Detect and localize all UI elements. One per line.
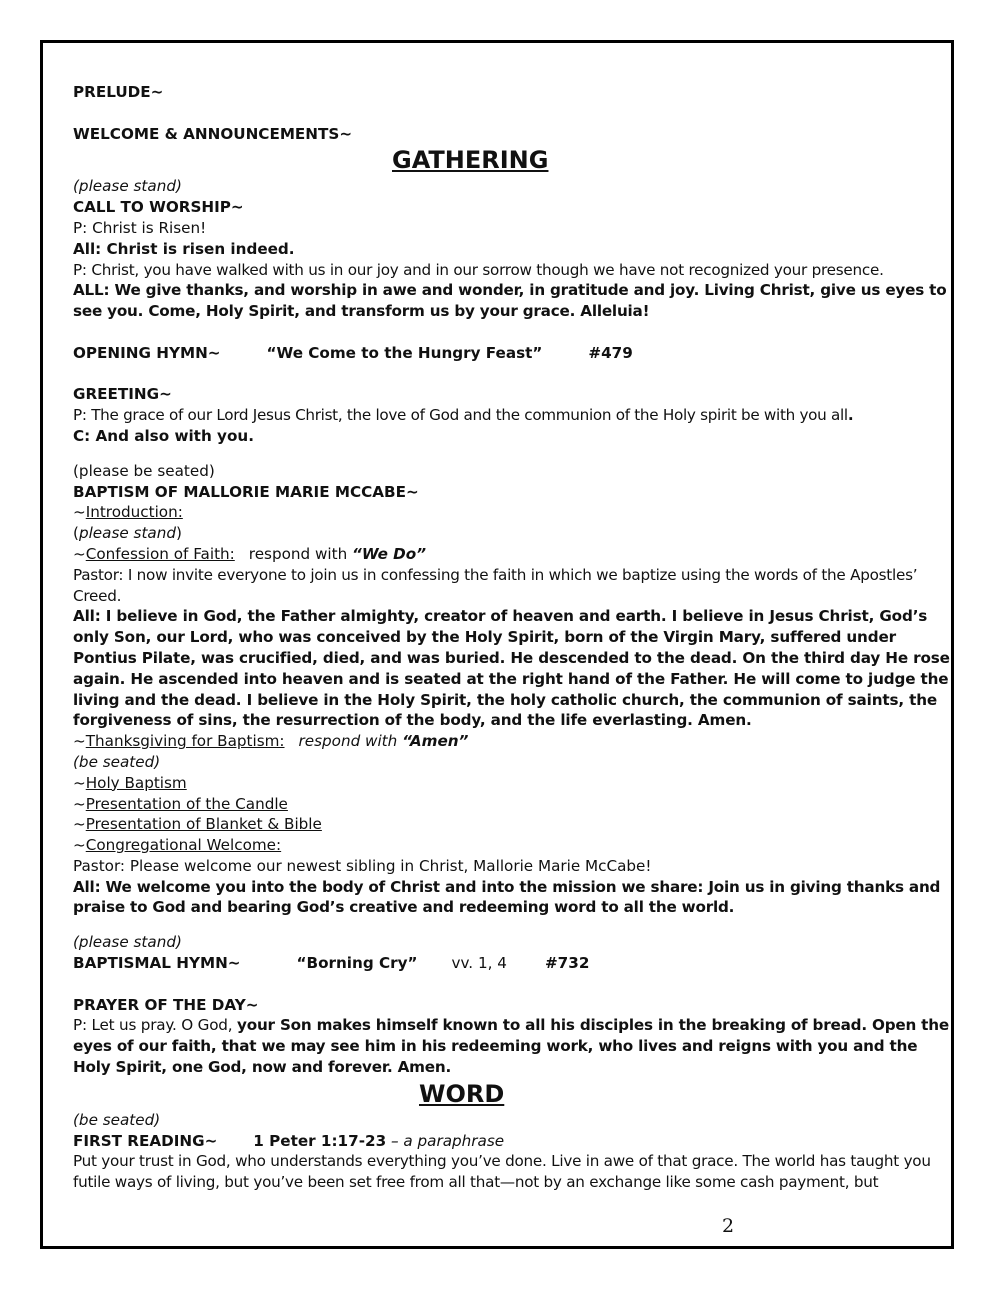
confession-respond: respond with: [248, 544, 348, 563]
first-reading-citation: 1 Peter 1:17-23: [253, 1131, 387, 1150]
pastor-line: P: Christ, you have walked with us in our joy and in our sorrow though we have not recognized your presence.: [73, 260, 884, 279]
tilde: ~: [73, 732, 86, 751]
please-be-seated-note: (please be seated): [73, 461, 215, 480]
prayer-body: your Son makes himself known to all his disciples in the breaking of bread. Open the eyes of our faith, that we may see him in his redeeming work, who lives and reigns with you and the Holy Spirit, one God, now and forever. Amen.: [73, 1016, 949, 1077]
prayer-text: [73, 1015, 953, 1077]
congregational-welcome: [73, 835, 953, 856]
tilde: ~: [73, 503, 86, 522]
prayer-title: PRAYER OF THE DAY~: [73, 995, 259, 1014]
prelude-title: PRELUDE~: [73, 83, 164, 101]
confession-of-faith: [73, 544, 953, 565]
tilde: ~: [73, 794, 86, 813]
confession-label: Confession of Faith:: [85, 544, 235, 563]
please-stand-text: please stand: [78, 524, 176, 543]
greeting-response: C: And also with you.: [73, 426, 254, 445]
opening-hymn-number: #479: [588, 343, 633, 362]
presentation-blanket: [73, 814, 953, 835]
baptismal-hymn: [73, 953, 953, 974]
opening-hymn-title: “We Come to the Hungry Feast”: [266, 343, 543, 362]
all-welcome: All: We welcome you into the body of Christ and into the mission we share: Join us in giving thanks and praise to God and bearing God’s creative and redeeming word to all the world.: [73, 877, 941, 917]
first-reading-text: Put your trust in God, who understands everything you’ve done. Live in awe of that grace. The world has taught you futile ways of living, but you’ve been set free from all that—not by an exchange like some cash payment, but: [73, 1152, 931, 1192]
be-seated-note: (be seated): [73, 752, 161, 771]
opening-hymn: [73, 343, 953, 364]
blanket-label: Presentation of Blanket & Bible: [85, 815, 322, 834]
tilde: ~: [73, 773, 86, 792]
be-seated-note: (be seated): [73, 1110, 161, 1129]
baptismal-hymn-label: BAPTISMAL HYMN~: [73, 954, 241, 973]
paren-close: ): [175, 524, 182, 543]
welcome-label: Congregational Welcome:: [85, 836, 282, 855]
welcome-title: WELCOME & ANNOUNCEMENTS~: [73, 124, 353, 143]
candle-label: Presentation of the Candle: [85, 794, 288, 813]
bulletin-body: [73, 82, 953, 1193]
first-reading-label: FIRST READING~: [73, 1131, 218, 1150]
thanksgiving-response: “Amen”: [402, 732, 469, 751]
confession-response: “We Do”: [352, 544, 427, 563]
pastor-invite: Pastor: I now invite everyone to join us in confessing the faith in which we baptize using the words of the Apostles’ Creed.: [73, 565, 918, 605]
baptism-please-stand: [73, 523, 953, 544]
word-heading: WORD: [419, 1079, 505, 1108]
introduction-label: Introduction:: [85, 503, 183, 522]
apostles-creed: All: I believe in God, the Father almighty, creator of heaven and earth. I believe in Jesus Christ, God’s only Son, our Lord, who was conceived by the Holy Spirit, born of the Virgin Mary, suffered under Pontius Pilate, was crucified, died, and was buried. He descended to the dead. On the third day He rose again. He ascended into heaven and is seated at the right hand of the Father. He will come to judge the living and the dead. I believe in the Holy Spirit, the holy catholic church, the communion of saints, the forgiveness of sins, the resurrection of the body, and the life everlasting. Amen.: [73, 607, 950, 730]
please-stand-note: (please stand): [73, 177, 182, 196]
please-stand-note: (please stand): [73, 933, 182, 952]
holy-baptism-label: Holy Baptism: [85, 773, 187, 792]
thanksgiving-label: Thanksgiving for Baptism:: [85, 732, 285, 751]
opening-hymn-label: OPENING HYMN~: [73, 343, 221, 362]
greeting-title: GREETING~: [73, 385, 172, 404]
first-reading: [73, 1131, 953, 1152]
pastor-welcome: Pastor: Please welcome our newest sibling in Christ, Mallorie Marie McCabe!: [73, 856, 652, 875]
holy-baptism: [73, 773, 953, 794]
call-to-worship-title: CALL TO WORSHIP~: [73, 198, 244, 217]
baptismal-hymn-number: #732: [544, 954, 590, 973]
tilde: ~: [73, 815, 86, 834]
first-reading-note: – a paraphrase: [390, 1131, 505, 1150]
tilde: ~: [73, 836, 86, 855]
page-number: 2: [722, 1215, 735, 1237]
presentation-candle: [73, 794, 953, 815]
baptismal-hymn-verses: vv. 1, 4: [451, 954, 507, 973]
baptism-title: BAPTISM OF MALLORIE MARIE MCCABE~: [73, 482, 419, 501]
greeting-period: .: [847, 406, 854, 425]
greeting-pastor: [73, 405, 953, 426]
thanksgiving-for-baptism: [73, 731, 953, 752]
paren-open: (: [73, 524, 79, 543]
baptismal-hymn-title: “Borning Cry”: [296, 954, 418, 973]
greeting-pastor-text: P: The grace of our Lord Jesus Christ, the love of God and the communion of the Holy spirit be with you all: [73, 406, 848, 425]
prayer-lead: P: Let us pray. O God,: [73, 1016, 233, 1035]
pastor-line: P: Christ is Risen!: [73, 218, 207, 237]
thanksgiving-respond: respond with: [298, 732, 398, 751]
all-response: All: Christ is risen indeed.: [73, 239, 295, 258]
all-response: ALL: We give thanks, and worship in awe and wonder, in gratitude and joy. Living Christ, give us eyes to see you. Come, Holy Spirit, and transform us by your grace. Alleluia!: [73, 281, 947, 321]
baptism-introduction: [73, 502, 953, 523]
gathering-heading: GATHERING: [392, 146, 549, 175]
tilde: ~: [73, 544, 86, 563]
